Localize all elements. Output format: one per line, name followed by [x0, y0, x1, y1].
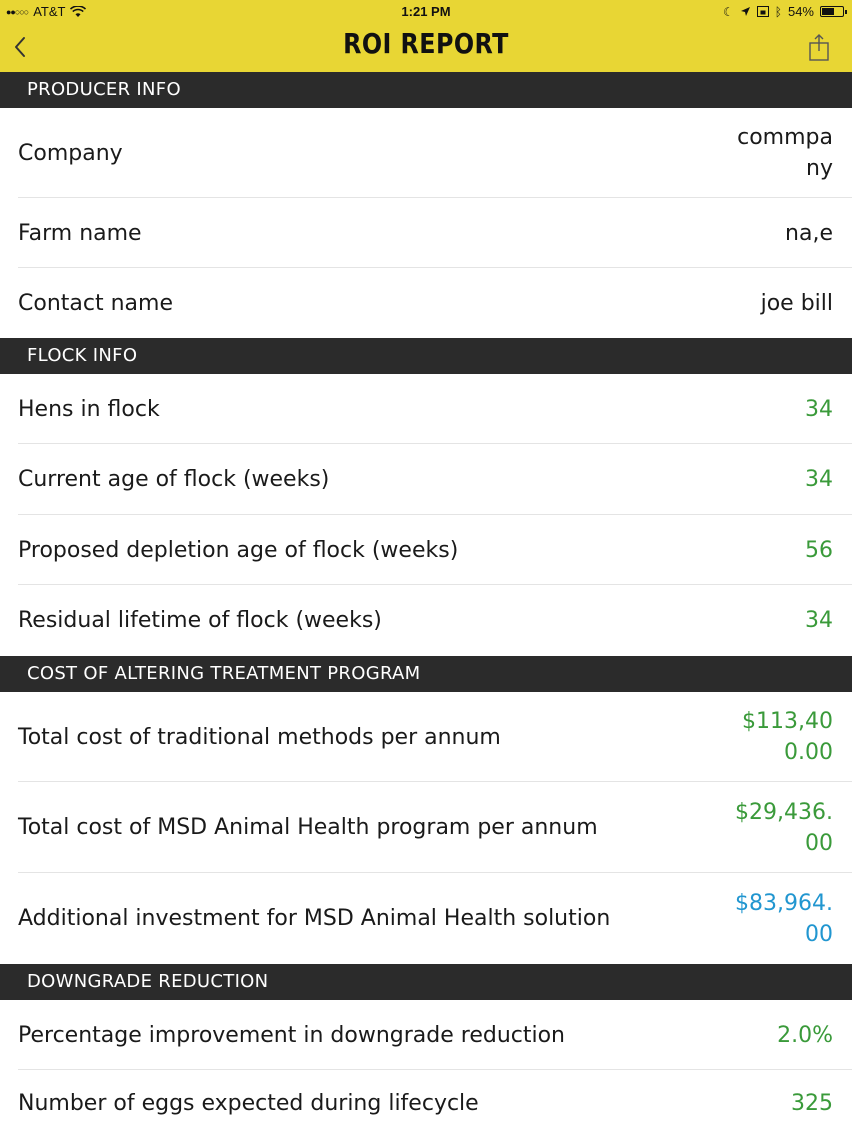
row-farm-name [0, 198, 852, 268]
row-value: commpany [737, 125, 833, 181]
row-label: Contact name [18, 290, 173, 316]
row-value: 34 [805, 396, 833, 422]
carrier-label: AT&T [33, 4, 66, 19]
status-right-group [723, 4, 844, 19]
row-label: Company [18, 140, 123, 166]
section-header-cost: COST OF ALTERING TREATMENT PROGRAM [0, 656, 852, 692]
row-residual-lifetime [0, 585, 852, 656]
row-label: Farm name [18, 220, 142, 246]
section-header-producer-info: PRODUCER INFO [0, 72, 852, 108]
status-bar [0, 0, 852, 24]
row-value: 2.0% [777, 1022, 833, 1048]
row-label: Total cost of traditional methods per annum [18, 724, 501, 750]
screen-lock-icon [757, 6, 769, 17]
signal-icon: ●●○○○ [6, 6, 29, 17]
row-label: Proposed depletion age of flock (weeks) [18, 537, 459, 563]
row-value: 34 [805, 467, 833, 492]
row-msd-program-cost [0, 782, 852, 873]
row-traditional-cost [0, 692, 852, 782]
back-chevron-icon[interactable] [8, 32, 34, 62]
row-eggs-expected [0, 1070, 852, 1136]
row-value: $113,400.00 [742, 709, 833, 765]
row-label: Total cost of MSD Animal Health program per annum [18, 815, 598, 840]
row-hens-in-flock [0, 374, 852, 444]
row-value: $83,964.00 [735, 890, 833, 947]
row-label: Number of eggs expected during lifecycle [18, 1090, 479, 1116]
page-title: ROI REPORT [343, 27, 509, 60]
row-value: 56 [805, 537, 833, 563]
row-label: Hens in flock [18, 396, 160, 422]
status-time: 1:21 PM [401, 4, 451, 19]
row-label: Current age of flock (weeks) [18, 467, 330, 492]
row-company [0, 108, 852, 198]
row-depletion-age [0, 515, 852, 585]
section-header-flock-info: FLOCK INFO [0, 338, 852, 374]
bluetooth-icon: ᛒ [774, 4, 782, 19]
row-value: na,e [785, 220, 833, 246]
row-value: 34 [805, 608, 833, 633]
location-arrow-icon [740, 6, 751, 17]
row-percentage-improvement [0, 1000, 852, 1070]
row-value: 325 [791, 1090, 833, 1116]
row-contact-name [0, 268, 852, 338]
moon-icon: ☾ [723, 4, 734, 19]
navigation-bar [0, 24, 852, 72]
battery-icon [820, 6, 844, 17]
row-label: Residual lifetime of flock (weeks) [18, 608, 382, 633]
row-label: Percentage improvement in downgrade reduction [18, 1022, 566, 1048]
row-value: joe bill [760, 290, 833, 316]
share-icon[interactable] [806, 32, 832, 62]
row-current-age [0, 444, 852, 515]
row-label: Additional investment for MSD Animal Health solution [18, 906, 611, 931]
battery-percent: 54% [787, 4, 814, 19]
row-value: $29,436.00 [735, 799, 833, 856]
row-additional-investment [0, 873, 852, 964]
section-header-downgrade: DOWNGRADE REDUCTION [0, 964, 852, 1000]
